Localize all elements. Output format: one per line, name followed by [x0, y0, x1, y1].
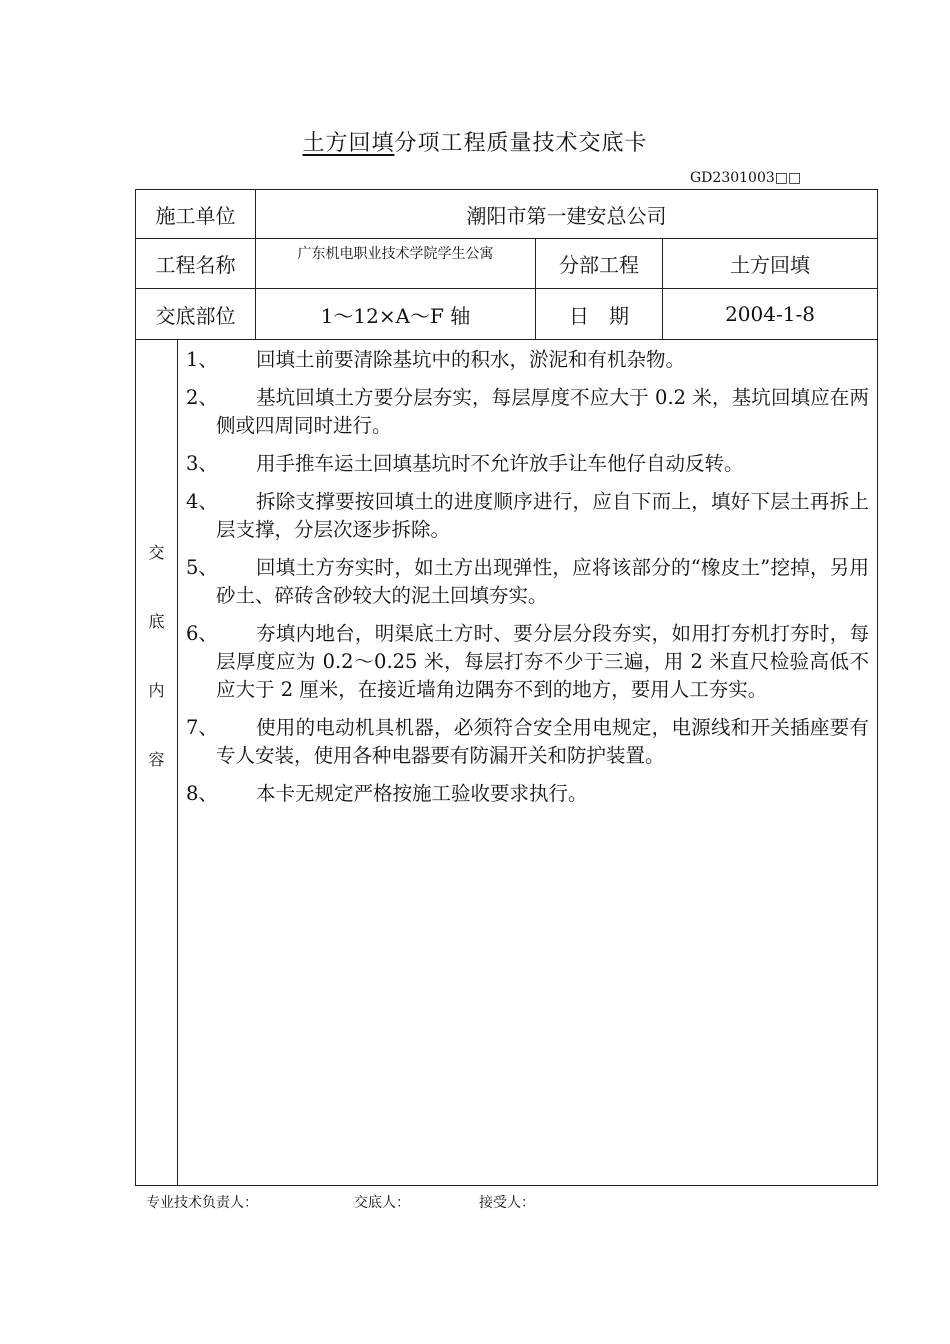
footer-tech-lead: 专业技术负责人：	[146, 1195, 258, 1211]
list-item	[186, 450, 869, 478]
item-text: 拆除支撑要按回填土的进度顺序进行，应自下而上，填好下层土再拆上层支撑，分层次逐步拆除。	[216, 490, 869, 541]
title-rest: 分项工程质量技术交底卡	[394, 131, 648, 156]
list-item	[186, 780, 869, 808]
date-label: 日 期	[536, 289, 663, 340]
subproject-label: 分部工程	[536, 239, 663, 289]
content-label-char: 容	[148, 750, 165, 769]
title-underlined: 土方回填	[302, 131, 395, 156]
project-value: 广东机电职业技术学院学生公寓	[256, 239, 536, 289]
disclosure-card-table	[135, 189, 878, 1186]
row-content	[136, 340, 878, 1186]
content-side-label	[136, 340, 178, 1186]
unit-value: 潮阳市第一建安总公司	[256, 190, 878, 239]
item-number: 2、	[186, 386, 218, 409]
item-number: 8、	[186, 782, 218, 805]
footer-presenter: 交底人：	[354, 1195, 410, 1211]
content-body	[178, 340, 878, 1186]
list-item	[186, 714, 869, 770]
project-label: 工程名称	[136, 239, 256, 289]
content-label-char: 底	[148, 612, 165, 631]
item-text: 夯填内地台，明渠底土方时、要分层分段夯实，如用打夯机打夯时，每层厚度应为 0.2～0.25 米，每层打夯不少于三遍，用 2 米直尺检验高低不应大于 2 厘米，在接近墙角边隅夯不到的地方，要用人工夯实。	[216, 622, 869, 701]
list-item	[186, 554, 869, 610]
item-text: 用手推车运土回填基坑时不允许放手让车他仔自动反转。	[256, 452, 744, 475]
item-number: 3、	[186, 452, 218, 475]
item-number: 7、	[186, 716, 218, 739]
item-text: 使用的电动机具机器，必须符合安全用电规定，电源线和开关插座要有专人安装，使用各种电器要有防漏开关和防护装置。	[216, 716, 869, 767]
item-number: 1、	[186, 348, 218, 371]
item-text: 回填土方夯实时，如土方出现弹性，应将该部分的“橡皮土”挖掉，另用砂土、碎砖含砂较大的泥土回填夯实。	[216, 556, 869, 607]
list-item	[186, 384, 869, 440]
document-code: GD2301003□□	[690, 170, 802, 186]
location-value: 1～12×A～F 轴	[256, 289, 536, 340]
row-project	[136, 239, 878, 289]
content-label-char: 交	[148, 543, 165, 562]
item-number: 5、	[186, 556, 218, 579]
row-location	[136, 289, 878, 340]
list-item	[186, 620, 869, 704]
list-item	[186, 488, 869, 544]
location-label: 交底部位	[136, 289, 256, 340]
subproject-value: 土方回填	[663, 239, 878, 289]
item-number: 4、	[186, 490, 218, 513]
item-text: 本卡无规定严格按施工验收要求执行。	[256, 782, 588, 805]
list-item	[186, 346, 869, 374]
content-label-char: 内	[148, 681, 165, 700]
unit-label: 施工单位	[136, 190, 256, 239]
date-value: 2004-1-8	[663, 289, 878, 340]
document-title	[0, 126, 950, 157]
item-text: 基坑回填土方要分层夯实，每层厚度不应大于 0.2 米，基坑回填应在两侧或四周同时进行。	[216, 386, 869, 437]
footer-receiver: 接受人：	[479, 1195, 535, 1211]
item-text: 回填土前要清除基坑中的积水，淤泥和有机杂物。	[256, 348, 686, 371]
row-unit	[136, 190, 878, 239]
item-number: 6、	[186, 622, 218, 645]
